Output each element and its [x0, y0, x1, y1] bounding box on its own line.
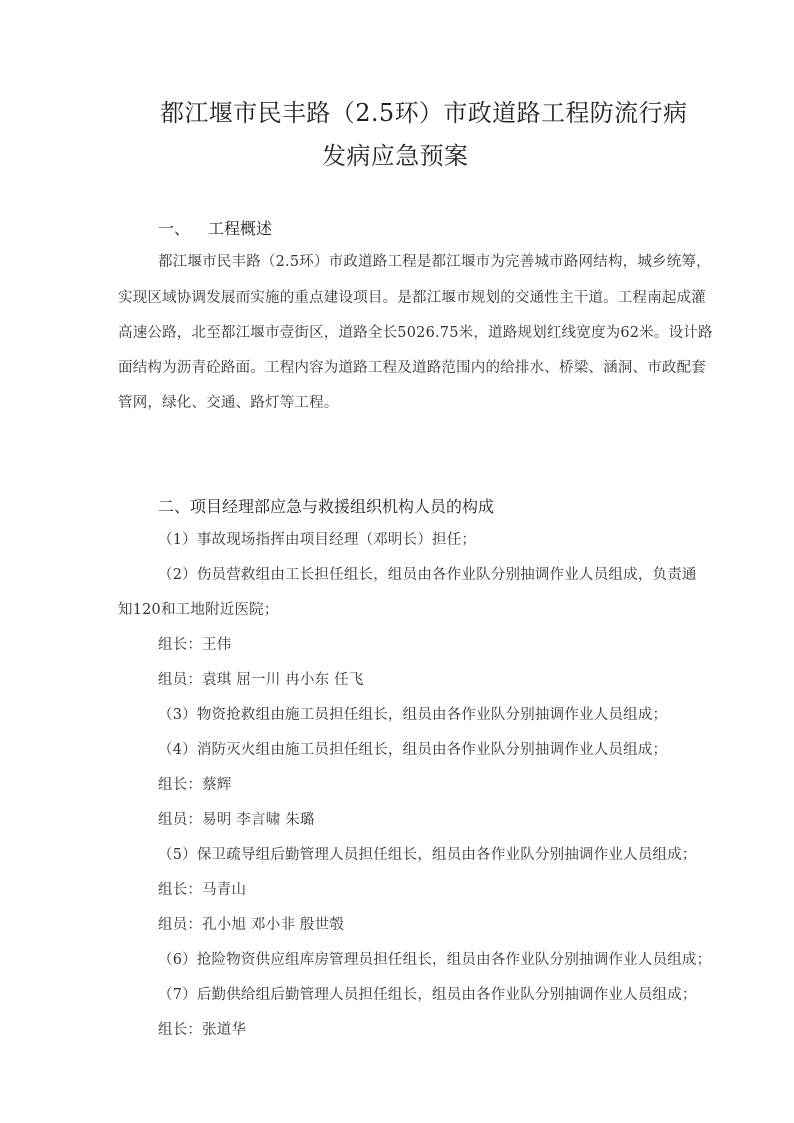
group-leader: 组长：张道华	[158, 1022, 247, 1038]
paragraph-line: 面结构为沥青砼路面。工程内容为道路工程及道路范围内的给排水、桥梁、涵洞、市政配套	[118, 360, 706, 376]
paragraph-line: 高速公路，北至都江堰市壹街区，道路全长5026.75米，道路规划红线宽度为62米。设计路	[118, 325, 713, 341]
list-item: （3）物资抢救组由施工员担任组长，组员由各作业队分别抽调作业人员组成；	[158, 707, 668, 723]
paragraph-line: 都江堰市民丰路（2.5环）市政道路工程是都江堰市为完善城市路网结构，城乡统筹，	[158, 254, 711, 270]
list-item-continuation: 知120和工地附近医院；	[118, 602, 279, 618]
document-title-line-1: 都江堰市民丰路（2.5环）市政道路工程防流行病	[160, 99, 688, 127]
list-item: （5）保卫疏导组后勤管理人员担任组长，组员由各作业队分别抽调作业人员组成；	[158, 847, 697, 863]
list-item: （6）抢险物资供应组库房管理员担任组长，组员由各作业队分别抽调作业人员组成；	[158, 952, 712, 968]
section-1-title: 工程概述	[208, 219, 273, 238]
paragraph-line: 管网，绿化、交通、路灯等工程。	[118, 395, 339, 411]
group-members: 组员：袁琪 屈一川 冉小东 任飞	[158, 672, 364, 688]
group-leader: 组长：王伟	[158, 637, 232, 653]
paragraph-line: 实现区域协调发展而实施的重点建设项目。是都江堰市规划的交通性主干道。工程南起成灌	[118, 290, 706, 306]
list-item: （2）伤员营救组由工长担任组长，组员由各作业队分别抽调作业人员组成，负责通	[158, 567, 697, 583]
section-2-heading: 二、项目经理部应急与救援组织机构人员的构成	[158, 497, 495, 516]
group-members: 组员：孔小旭 邓小非 殷世彀	[158, 917, 345, 933]
section-1-number: 一、	[158, 219, 191, 238]
list-item: （4）消防灭火组由施工员担任组长，组员由各作业队分别抽调作业人员组成；	[158, 742, 668, 758]
group-members: 组员：易明 李言啸 朱璐	[158, 812, 315, 828]
list-item: （1）事故现场指挥由项目经理（邓明长）担任；	[158, 532, 477, 548]
document-title-line-2: 发病应急预案	[322, 142, 469, 170]
group-leader: 组长：蔡辉	[158, 777, 232, 793]
list-item: （7）后勤供给组后勤管理人员担任组长，组员由各作业队分别抽调作业人员组成；	[158, 987, 697, 1003]
section-1-heading	[158, 218, 272, 240]
group-leader: 组长：马青山	[158, 882, 247, 898]
